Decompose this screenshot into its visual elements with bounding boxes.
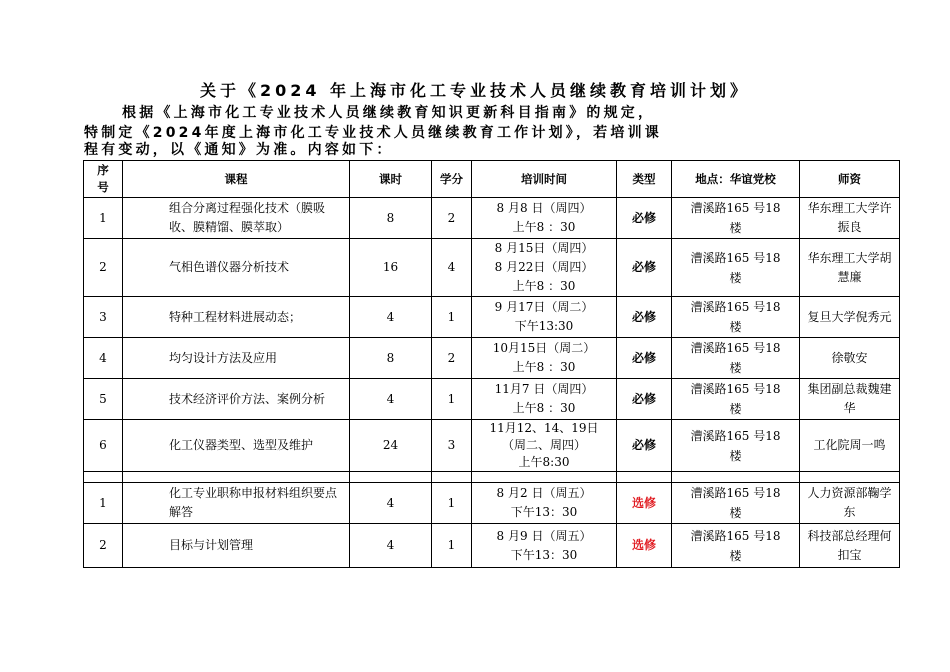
document-title: 关于《2024 年上海市化工专业技术人员继续教育培训计划》 bbox=[199, 81, 751, 100]
row-no: 5 bbox=[84, 379, 123, 420]
row-time: 9 月17日（周二） 下午13:30 bbox=[472, 297, 617, 338]
row-type: 必修 bbox=[617, 420, 672, 472]
table-row bbox=[84, 338, 900, 379]
row-course: 气相色谱仪器分析技术 bbox=[123, 239, 350, 297]
row-time: 10月15日（周二） 上午8 ：30 bbox=[472, 338, 617, 379]
row-teacher: 集团副总裁魏建华 bbox=[800, 379, 900, 420]
row-location: 漕溪路165 号18 楼 bbox=[672, 379, 800, 420]
intro-line-2: 特制定《2024年度上海市化工专业技术人员继续教育工作计划》，若培训课 bbox=[84, 125, 662, 141]
row-hours: 24 bbox=[350, 420, 432, 472]
row-no: 1 bbox=[84, 483, 123, 524]
row-type: 必修 bbox=[617, 239, 672, 297]
training-schedule-table bbox=[83, 160, 900, 568]
row-teacher: 工化院周一鸣 bbox=[800, 420, 900, 472]
row-location: 漕溪路165 号18 楼 bbox=[672, 524, 800, 568]
row-no: 2 bbox=[84, 239, 123, 297]
row-time: 11月12、14、19日 （周二、周四） 上午8:30 bbox=[472, 420, 617, 472]
table-separator-row bbox=[84, 472, 900, 483]
row-no: 4 bbox=[84, 338, 123, 379]
row-time: 8 月2 日（周五） 下午13：30 bbox=[472, 483, 617, 524]
row-time: 8 月8 日（周四） 上午8 ：30 bbox=[472, 198, 617, 239]
row-no: 6 bbox=[84, 420, 123, 472]
row-time: 8 月15日（周四） 8 月22日（周四） 上午8 ：30 bbox=[472, 239, 617, 297]
row-type: 必修 bbox=[617, 379, 672, 420]
intro-line-3: 程有变动，以《通知》为准。内容如下： bbox=[84, 142, 394, 158]
row-location: 漕溪路165 号18 楼 bbox=[672, 483, 800, 524]
row-teacher: 华东理工大学许振良 bbox=[800, 198, 900, 239]
row-location: 漕溪路165 号18 楼 bbox=[672, 420, 800, 472]
header-course: 课程 bbox=[123, 161, 350, 198]
row-hours: 4 bbox=[350, 379, 432, 420]
row-course: 组合分离过程强化技术（膜吸收、膜精馏、膜萃取） bbox=[123, 198, 350, 239]
row-hours: 8 bbox=[350, 198, 432, 239]
row-course: 化工专业职称申报材料组织要点解答 bbox=[123, 483, 350, 524]
header-teacher: 师资 bbox=[800, 161, 900, 198]
row-type: 选修 bbox=[617, 524, 672, 568]
row-credits: 3 bbox=[432, 420, 472, 472]
row-hours: 4 bbox=[350, 297, 432, 338]
row-no: 3 bbox=[84, 297, 123, 338]
row-credits: 2 bbox=[432, 338, 472, 379]
row-credits: 1 bbox=[432, 524, 472, 568]
row-time: 11月7 日（周四） 上午8 ：30 bbox=[472, 379, 617, 420]
row-time: 8 月9 日（周五） 下午13：30 bbox=[472, 524, 617, 568]
row-hours: 4 bbox=[350, 524, 432, 568]
header-location: 地点：华谊党校 bbox=[672, 161, 800, 198]
row-course: 均匀设计方法及应用 bbox=[123, 338, 350, 379]
row-course: 化工仪器类型、选型及维护 bbox=[123, 420, 350, 472]
row-credits: 2 bbox=[432, 198, 472, 239]
row-hours: 16 bbox=[350, 239, 432, 297]
header-type: 类型 bbox=[617, 161, 672, 198]
table-row bbox=[84, 483, 900, 524]
header-no: 序 号 bbox=[84, 161, 123, 198]
row-course: 特种工程材料进展动态； bbox=[123, 297, 350, 338]
table-row bbox=[84, 198, 900, 239]
row-teacher: 复旦大学倪秀元 bbox=[800, 297, 900, 338]
row-no: 2 bbox=[84, 524, 123, 568]
row-type: 选修 bbox=[617, 483, 672, 524]
row-teacher: 人力资源部鞠学东 bbox=[800, 483, 900, 524]
row-type: 必修 bbox=[617, 198, 672, 239]
row-hours: 8 bbox=[350, 338, 432, 379]
header-time: 培训时间 bbox=[472, 161, 617, 198]
header-credits: 学分 bbox=[432, 161, 472, 198]
row-type: 必修 bbox=[617, 297, 672, 338]
row-teacher: 华东理工大学胡慧廉 bbox=[800, 239, 900, 297]
row-no: 1 bbox=[84, 198, 123, 239]
row-course: 技术经济评价方法、案例分析 bbox=[123, 379, 350, 420]
row-teacher: 科技部总经理何扣宝 bbox=[800, 524, 900, 568]
row-location: 漕溪路165 号18 楼 bbox=[672, 239, 800, 297]
row-teacher: 徐敬安 bbox=[800, 338, 900, 379]
table-row bbox=[84, 239, 900, 297]
header-hours: 课时 bbox=[350, 161, 432, 198]
table-row bbox=[84, 524, 900, 568]
row-credits: 1 bbox=[432, 379, 472, 420]
row-type: 必修 bbox=[617, 338, 672, 379]
table-row bbox=[84, 379, 900, 420]
row-credits: 1 bbox=[432, 483, 472, 524]
table-row bbox=[84, 297, 900, 338]
row-credits: 4 bbox=[432, 239, 472, 297]
row-location: 漕溪路165 号18 楼 bbox=[672, 338, 800, 379]
table-row bbox=[84, 420, 900, 472]
row-course: 目标与计划管理 bbox=[123, 524, 350, 568]
row-hours: 4 bbox=[350, 483, 432, 524]
row-credits: 1 bbox=[432, 297, 472, 338]
intro-line-1: 根据《上海市化工专业技术人员继续教育知识更新科目指南》的规定， bbox=[122, 105, 656, 121]
row-location: 漕溪路165 号18 楼 bbox=[672, 297, 800, 338]
row-location: 漕溪路165 号18 楼 bbox=[672, 198, 800, 239]
table-header-row bbox=[84, 161, 900, 198]
